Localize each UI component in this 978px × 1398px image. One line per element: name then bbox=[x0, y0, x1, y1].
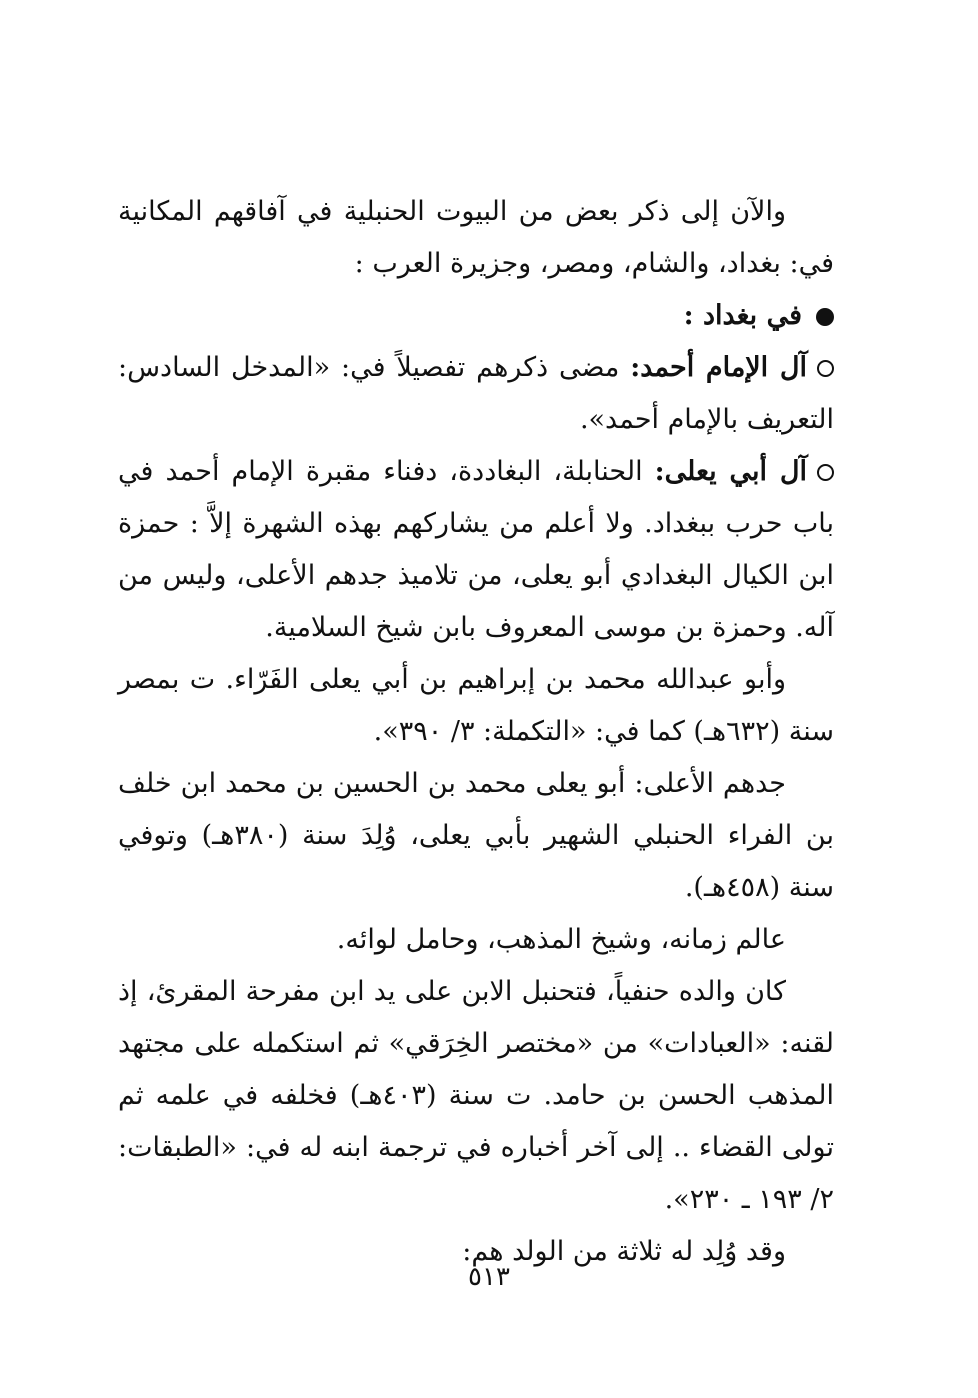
hollow-bullet-icon bbox=[817, 464, 834, 481]
family-lead-label: آل الإمام أحمد: bbox=[630, 352, 807, 383]
family-abu-yala-paragraph bbox=[118, 446, 834, 654]
family-lead-label: آل أبي يعلى: bbox=[654, 456, 808, 487]
scholar-description-paragraph: عالم زمانه، وشيخ المذهب، وحامل لوائه. bbox=[336, 924, 786, 955]
family-imam-ahmad-paragraph bbox=[118, 342, 834, 446]
family-description: الحنابلة، البغاددة، دفناء مقبرة الإمام أحمد في باب حرب ببغداد. ولا أعلم من يشاركهم بهذه الشهرة إلاَّ : حمزة ابن الكيال البغدادي أبو يعلى، من تلاميذ جدهم الأعلى، وليس من آله. وحمزة بن موسى المعروف بابن شيخ السلامية. bbox=[118, 456, 834, 643]
grand-ancestor-paragraph: جدهم الأعلى: أبو يعلى محمد بن الحسين بن محمد ابن خلف بن الفراء الحنبلي الشهير بأبي يعلى، وُلِدَ سنة (٣٨٠هـ) وتوفي سنة (٤٥٨هـ). bbox=[118, 768, 834, 903]
children-paragraph: وقد وُلِد له ثلاثة من الولد هم: bbox=[462, 1236, 786, 1267]
page-number: ٥١٣ bbox=[468, 1262, 510, 1292]
father-hanafi-paragraph: كان والده حنفياً، فتحنبل الابن على يد ابن مفرحة المقرئ، إذ لقنه: «العبادات» من «مختصر الخِرَقي» ثم استكمله على مجتهد المذهب الحسن بن حامد. ت سنة (٤٠٣هـ) فخلفه في علمه ثم تولى القضاء .. إلى آخر أخباره في ترجمة ابنه له في: «الطبقات: ٢/ ١٩٣ ـ ٢٣٠». bbox=[118, 976, 834, 1215]
abu-abdullah-paragraph: وأبو عبدالله محمد بن إبراهيم بن أبي يعلى الفَرّاء. ت بمصر سنة (٦٣٢هـ) كما في: «التكملة: ٣/ ٣٩٠». bbox=[118, 664, 834, 747]
body-text bbox=[118, 186, 834, 1278]
family-description: مضى ذكرهم تفصيلاً في: «المدخل السادس: التعريف بالإمام أحمد». bbox=[118, 352, 834, 435]
intro-paragraph: والآن إلى ذكر بعض من البيوت الحنبلية في آفاقهم المكانية في: بغداد، والشام، ومصر، وجزيرة العرب : bbox=[118, 196, 834, 279]
hollow-bullet-icon bbox=[817, 360, 834, 377]
section-baghdad-heading bbox=[118, 290, 834, 342]
filled-bullet-icon bbox=[816, 308, 834, 326]
section-heading-label: في بغداد : bbox=[683, 300, 802, 331]
